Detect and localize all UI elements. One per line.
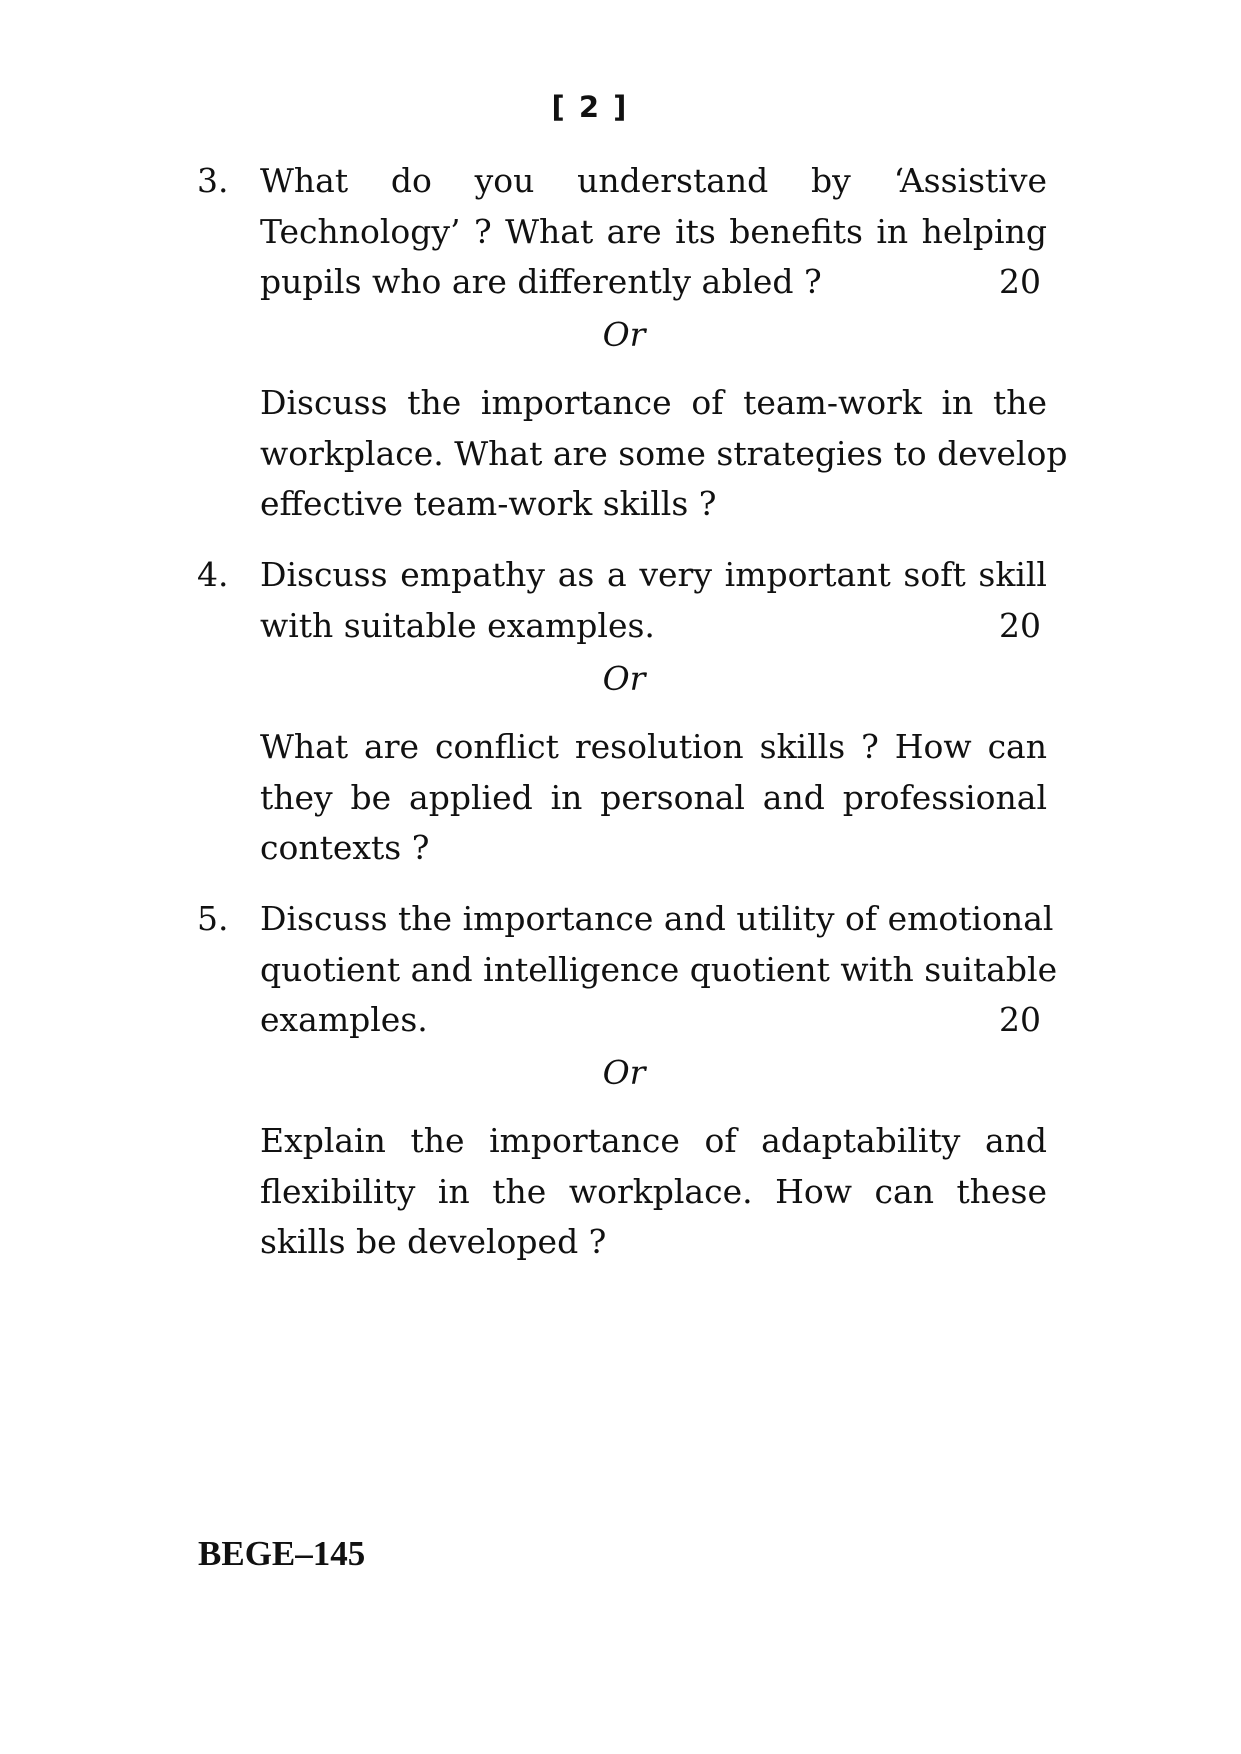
question-5-line-2: quotient and intelligence quotient with suitable bbox=[260, 949, 1058, 989]
question-4-number: 4. bbox=[197, 555, 229, 594]
question-5-alt-line-3: skills be developed ? bbox=[260, 1222, 607, 1261]
question-4-marks: 20 bbox=[999, 605, 1041, 645]
question-3-alternative bbox=[260, 378, 1068, 530]
question-5-number: 5. bbox=[197, 899, 229, 938]
question-3-primary bbox=[260, 156, 1047, 308]
question-3-alt-line-1: Discuss the importance of team-work in the bbox=[260, 383, 1047, 422]
question-3-line-2: Technology’ ? What are its benefits in helping bbox=[260, 211, 1047, 251]
question-3-line-3: pupils who are differently abled ? bbox=[260, 262, 822, 301]
question-3-last-line bbox=[260, 257, 1047, 308]
question-4-line-1: Discuss empathy as a very important soft skill bbox=[260, 555, 1047, 594]
course-code: BEGE–145 bbox=[198, 1534, 366, 1573]
question-3-or: Or bbox=[602, 315, 646, 354]
question-4-alternative bbox=[260, 722, 1047, 874]
question-5-alt-line-1: Explain the importance of adaptability and bbox=[260, 1121, 1047, 1160]
question-5-last-line bbox=[260, 995, 1047, 1046]
question-4-last-line bbox=[260, 601, 1047, 652]
page-number: [ 2 ] bbox=[551, 90, 629, 124]
question-5-line-3: examples. bbox=[260, 1000, 428, 1039]
question-4-line-2: with suitable examples. bbox=[260, 605, 655, 645]
question-5-or: Or bbox=[602, 1053, 646, 1092]
question-4-or: Or bbox=[602, 659, 646, 698]
question-5-primary bbox=[260, 894, 1058, 1046]
question-5-line-1: Discuss the importance and utility of emotional bbox=[260, 899, 1054, 938]
question-4-alt-line-1: What are conflict resolution skills ? How can bbox=[260, 727, 1047, 766]
question-5-alternative bbox=[260, 1116, 1047, 1268]
question-4-alt-line-2: they be applied in personal and professional bbox=[260, 777, 1047, 817]
question-3-alt-line-2: workplace. What are some strategies to develop bbox=[260, 433, 1068, 473]
question-3-marks: 20 bbox=[999, 262, 1041, 301]
question-4-alt-line-3: contexts ? bbox=[260, 828, 430, 867]
question-5-alt-line-2: flexibility in the workplace. How can these bbox=[260, 1171, 1047, 1211]
question-5-marks: 20 bbox=[999, 1000, 1041, 1039]
question-3-alt-line-3: effective team-work skills ? bbox=[260, 484, 717, 523]
question-3-number: 3. bbox=[197, 161, 229, 200]
question-4-primary bbox=[260, 550, 1047, 651]
question-3-line-1: What do you understand by ‘Assistive bbox=[260, 161, 1047, 200]
